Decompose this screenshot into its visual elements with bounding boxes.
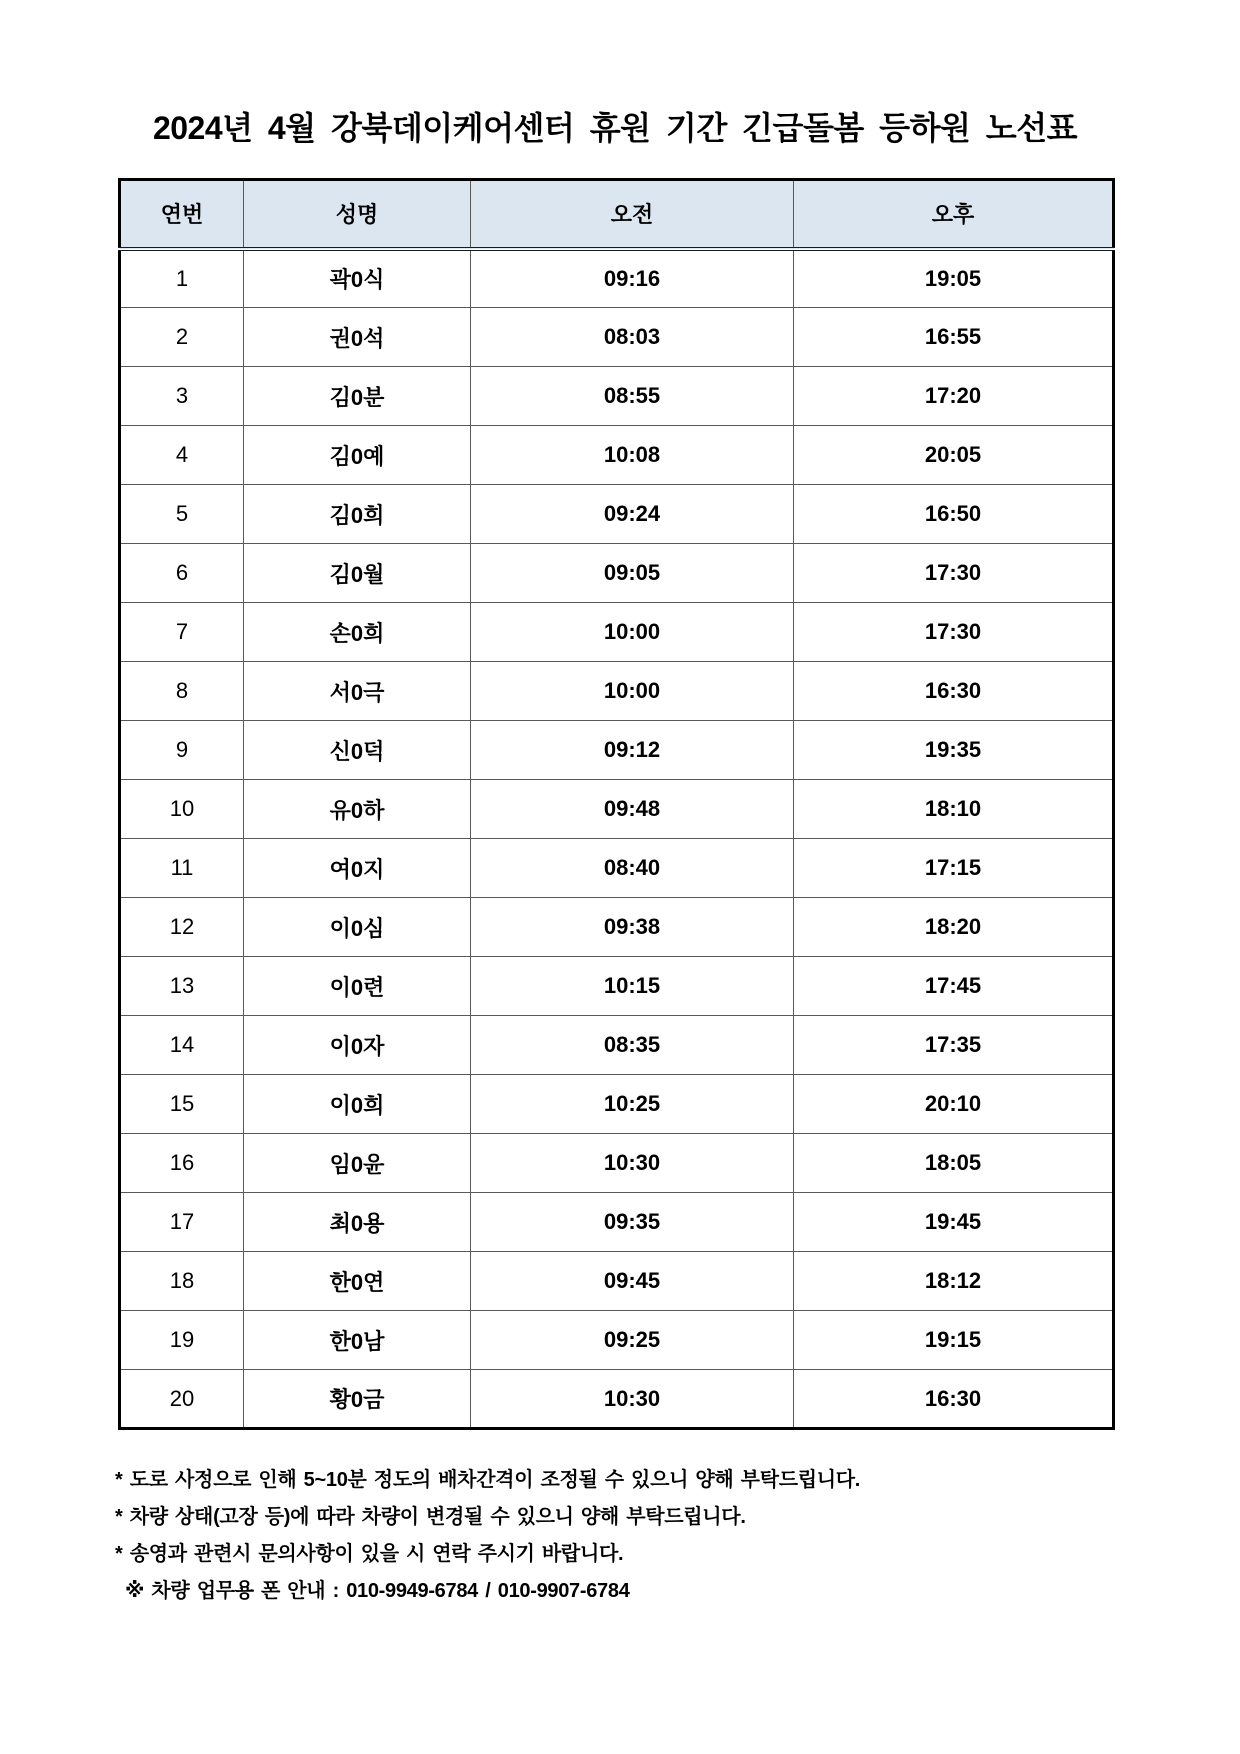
cell-no: 15 — [120, 1075, 244, 1134]
table-row — [120, 780, 1114, 839]
cell-am-time: 10:00 — [471, 662, 794, 721]
cell-am-time: 09:05 — [471, 544, 794, 603]
cell-name: 이0심 — [244, 898, 471, 957]
cell-no: 11 — [120, 839, 244, 898]
table-row — [120, 662, 1114, 721]
cell-no: 1 — [120, 249, 244, 308]
table-row — [120, 426, 1114, 485]
cell-am-time: 10:15 — [471, 957, 794, 1016]
table-row — [120, 1370, 1114, 1429]
table-row — [120, 1311, 1114, 1370]
table-row — [120, 544, 1114, 603]
table-row — [120, 308, 1114, 367]
cell-name: 권0석 — [244, 308, 471, 367]
cell-am-time: 08:55 — [471, 367, 794, 426]
table-row — [120, 721, 1114, 780]
cell-no: 16 — [120, 1134, 244, 1193]
cell-am-time: 09:16 — [471, 249, 794, 308]
cell-am-time: 10:30 — [471, 1370, 794, 1429]
footnotes-section — [115, 1462, 1135, 1610]
cell-name: 이0자 — [244, 1016, 471, 1075]
cell-name: 김0예 — [244, 426, 471, 485]
table-row — [120, 485, 1114, 544]
cell-no: 6 — [120, 544, 244, 603]
cell-name: 손0희 — [244, 603, 471, 662]
table-row — [120, 898, 1114, 957]
cell-am-time: 08:03 — [471, 308, 794, 367]
table-row — [120, 839, 1114, 898]
cell-name: 곽0식 — [244, 249, 471, 308]
cell-pm-time: 20:05 — [794, 426, 1114, 485]
cell-no: 20 — [120, 1370, 244, 1429]
cell-name: 임0윤 — [244, 1134, 471, 1193]
cell-name: 신0덕 — [244, 721, 471, 780]
cell-am-time: 09:25 — [471, 1311, 794, 1370]
table-row — [120, 1016, 1114, 1075]
cell-no: 17 — [120, 1193, 244, 1252]
cell-pm-time: 16:30 — [794, 1370, 1114, 1429]
cell-am-time: 09:45 — [471, 1252, 794, 1311]
cell-pm-time: 19:05 — [794, 249, 1114, 308]
cell-pm-time: 16:55 — [794, 308, 1114, 367]
cell-pm-time: 19:15 — [794, 1311, 1114, 1370]
cell-am-time: 10:08 — [471, 426, 794, 485]
cell-am-time: 08:35 — [471, 1016, 794, 1075]
cell-am-time: 09:48 — [471, 780, 794, 839]
table-row — [120, 1075, 1114, 1134]
cell-no: 12 — [120, 898, 244, 957]
cell-am-time: 08:40 — [471, 839, 794, 898]
cell-no: 4 — [120, 426, 244, 485]
table-row — [120, 1134, 1114, 1193]
table-row — [120, 249, 1114, 308]
table-row — [120, 1193, 1114, 1252]
cell-pm-time: 17:30 — [794, 603, 1114, 662]
cell-name: 한0남 — [244, 1311, 471, 1370]
cell-pm-time: 16:50 — [794, 485, 1114, 544]
table-row — [120, 367, 1114, 426]
column-header-name: 성명 — [244, 180, 471, 249]
cell-name: 한0연 — [244, 1252, 471, 1311]
table-header-row — [120, 180, 1114, 249]
cell-name: 김0월 — [244, 544, 471, 603]
cell-no: 3 — [120, 367, 244, 426]
cell-am-time: 09:24 — [471, 485, 794, 544]
cell-pm-time: 17:30 — [794, 544, 1114, 603]
cell-am-time: 10:30 — [471, 1134, 794, 1193]
cell-no: 18 — [120, 1252, 244, 1311]
cell-pm-time: 20:10 — [794, 1075, 1114, 1134]
cell-no: 19 — [120, 1311, 244, 1370]
cell-name: 김0희 — [244, 485, 471, 544]
cell-am-time: 09:38 — [471, 898, 794, 957]
cell-pm-time: 17:45 — [794, 957, 1114, 1016]
cell-am-time: 10:25 — [471, 1075, 794, 1134]
cell-pm-time: 18:20 — [794, 898, 1114, 957]
cell-am-time: 09:12 — [471, 721, 794, 780]
cell-no: 2 — [120, 308, 244, 367]
column-header-pm: 오후 — [794, 180, 1114, 249]
column-header-no: 연번 — [120, 180, 244, 249]
schedule-table-container — [118, 178, 1112, 1430]
cell-no: 14 — [120, 1016, 244, 1075]
schedule-table — [118, 178, 1115, 1430]
cell-pm-time: 18:12 — [794, 1252, 1114, 1311]
table-row — [120, 1252, 1114, 1311]
footnote-contact-request: * 송영과 관련시 문의사항이 있을 시 연락 주시기 바랍니다. — [115, 1543, 624, 1565]
table-row — [120, 957, 1114, 1016]
cell-pm-time: 17:15 — [794, 839, 1114, 898]
cell-pm-time: 19:45 — [794, 1193, 1114, 1252]
cell-no: 8 — [120, 662, 244, 721]
cell-pm-time: 17:20 — [794, 367, 1114, 426]
table-row — [120, 603, 1114, 662]
cell-pm-time: 18:10 — [794, 780, 1114, 839]
cell-am-time: 09:35 — [471, 1193, 794, 1252]
page-title: 2024년 4월 강북데이케어센터 휴원 기간 긴급돌봄 등하원 노선표 — [152, 110, 1078, 146]
table-body — [120, 249, 1114, 1429]
cell-pm-time: 18:05 — [794, 1134, 1114, 1193]
cell-name: 이0련 — [244, 957, 471, 1016]
cell-pm-time: 19:35 — [794, 721, 1114, 780]
cell-no: 10 — [120, 780, 244, 839]
cell-name: 서0극 — [244, 662, 471, 721]
cell-name: 여0지 — [244, 839, 471, 898]
cell-pm-time: 16:30 — [794, 662, 1114, 721]
cell-no: 13 — [120, 957, 244, 1016]
footnote-phone-numbers: ※ 차량 업무용 폰 안내 : 010-9949-6784 / 010-9907-6784 — [125, 1580, 630, 1602]
cell-name: 최0용 — [244, 1193, 471, 1252]
cell-no: 5 — [120, 485, 244, 544]
cell-name: 유0하 — [244, 780, 471, 839]
cell-am-time: 10:00 — [471, 603, 794, 662]
cell-no: 7 — [120, 603, 244, 662]
footnote-road-conditions: * 도로 사정으로 인해 5~10분 정도의 배차간격이 조정될 수 있으니 양해 부탁드립니다. — [115, 1469, 861, 1491]
cell-name: 김0분 — [244, 367, 471, 426]
column-header-am: 오전 — [471, 180, 794, 249]
cell-name: 황0금 — [244, 1370, 471, 1429]
cell-no: 9 — [120, 721, 244, 780]
cell-pm-time: 17:35 — [794, 1016, 1114, 1075]
cell-name: 이0희 — [244, 1075, 471, 1134]
footnote-vehicle-status: * 차량 상태(고장 등)에 따라 차량이 변경될 수 있으니 양해 부탁드립니다. — [115, 1506, 746, 1528]
